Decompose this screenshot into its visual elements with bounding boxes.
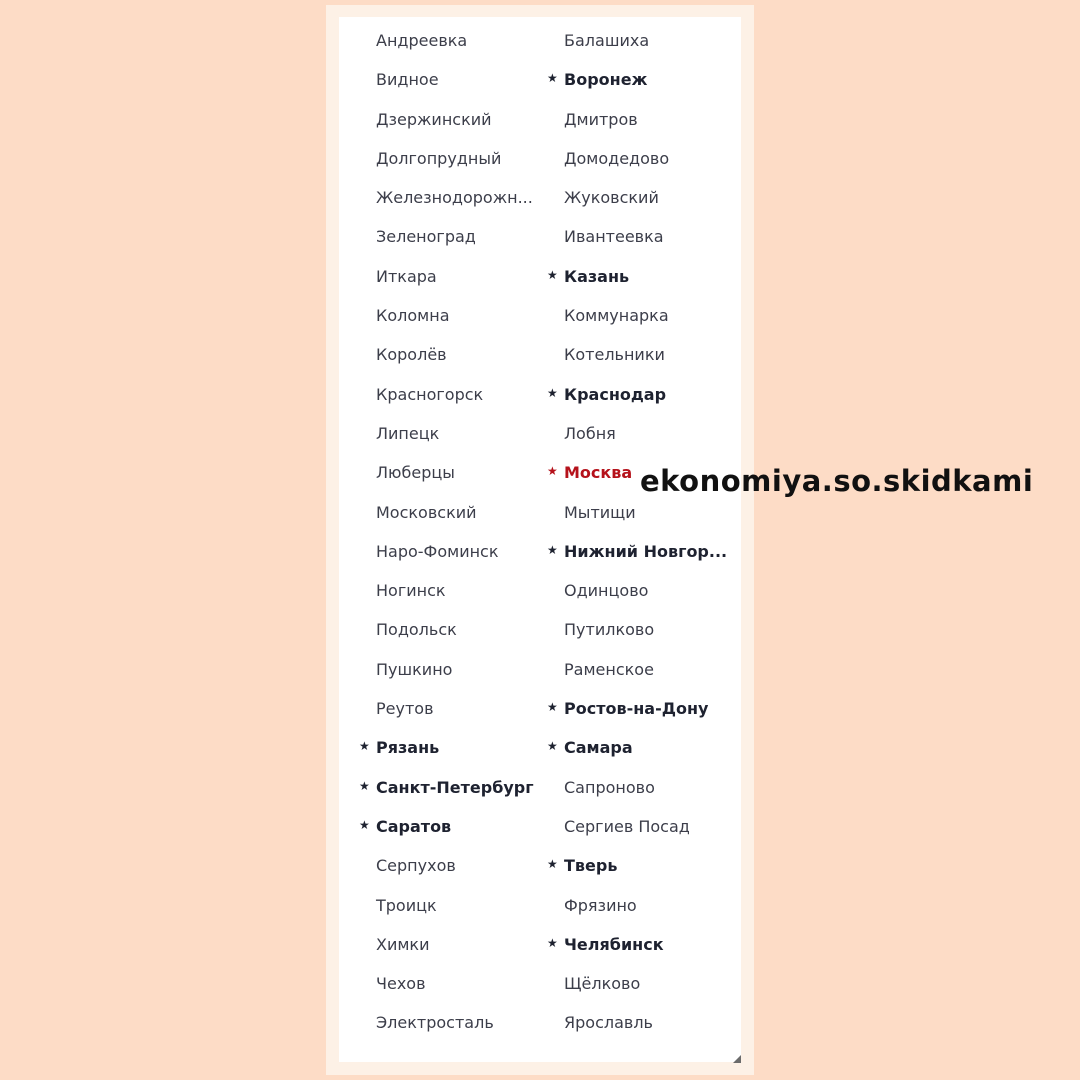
city-item-челябинск[interactable] bbox=[547, 925, 734, 964]
city-name: Иткара bbox=[376, 266, 437, 286]
city-name: Сапроново bbox=[564, 777, 655, 797]
city-item-видное[interactable] bbox=[376, 60, 536, 99]
city-name: Раменское bbox=[564, 659, 654, 679]
star-icon: ★ bbox=[547, 71, 558, 86]
city-name: Наро-Фоминск bbox=[376, 541, 499, 561]
city-name: Пушкино bbox=[376, 659, 453, 679]
star-icon: ★ bbox=[547, 700, 558, 715]
city-item-домодедово[interactable] bbox=[564, 139, 734, 178]
city-name: Андреевка bbox=[376, 31, 468, 50]
city-item-чехов[interactable] bbox=[376, 964, 536, 1003]
city-item-нижний-новгор[interactable] bbox=[547, 532, 734, 571]
city-name: Ростов-на-Дону bbox=[564, 699, 709, 719]
city-item-химки[interactable] bbox=[376, 925, 536, 964]
city-name: Домодедово bbox=[564, 148, 670, 168]
city-name: Сергиев Посад bbox=[564, 816, 690, 836]
city-name: Дзержинский bbox=[376, 109, 492, 129]
city-item-рязань[interactable] bbox=[359, 728, 536, 767]
city-item-путилково[interactable] bbox=[564, 610, 734, 649]
city-item-железнодорожн[interactable] bbox=[376, 178, 536, 217]
city-name: Электросталь bbox=[376, 1013, 494, 1033]
city-item-жуковский[interactable] bbox=[564, 178, 734, 217]
city-name: Путилково bbox=[564, 620, 655, 640]
city-item-иткара[interactable] bbox=[376, 257, 536, 296]
city-name: Ногинск bbox=[376, 581, 446, 601]
city-name: Челябинск bbox=[564, 934, 664, 954]
city-name: Воронеж bbox=[564, 70, 648, 90]
star-icon: ★ bbox=[359, 778, 370, 793]
city-item-московский[interactable] bbox=[376, 493, 536, 532]
city-column-left bbox=[359, 21, 536, 1043]
city-item-сергиев-посад[interactable] bbox=[564, 807, 734, 846]
city-name: Саратов bbox=[376, 816, 452, 836]
star-icon: ★ bbox=[547, 857, 558, 872]
city-item-коломна[interactable] bbox=[376, 296, 536, 335]
city-name: Рязань bbox=[376, 738, 440, 758]
city-item-зеленоград[interactable] bbox=[376, 217, 536, 256]
city-item-красногорск[interactable] bbox=[376, 375, 536, 414]
watermark: ekonomiya.so.skidkami bbox=[640, 464, 1034, 498]
city-item-дзержинский[interactable] bbox=[376, 100, 536, 139]
city-name: Тверь bbox=[564, 856, 618, 876]
city-item-ивантеевка[interactable] bbox=[564, 217, 734, 256]
star-icon: ★ bbox=[547, 935, 558, 950]
city-item-электросталь[interactable] bbox=[376, 1003, 536, 1042]
city-item-щёлково[interactable] bbox=[564, 964, 734, 1003]
city-item-раменское[interactable] bbox=[564, 650, 734, 689]
city-name: Дмитров bbox=[564, 109, 638, 129]
city-item-саратов[interactable] bbox=[359, 807, 536, 846]
city-name: Троицк bbox=[376, 895, 437, 915]
city-item-пушкино[interactable] bbox=[376, 650, 536, 689]
city-name: Красногорск bbox=[376, 384, 484, 404]
resize-corner-icon bbox=[733, 1055, 741, 1063]
city-name: Реутов bbox=[376, 699, 434, 719]
city-name: Железнодорожн... bbox=[376, 188, 533, 208]
city-item-троицк[interactable] bbox=[376, 886, 536, 925]
city-name: Ярославль bbox=[564, 1013, 653, 1033]
city-name: Долгопрудный bbox=[376, 148, 502, 168]
city-item-ростов-на-дону[interactable] bbox=[547, 689, 734, 728]
city-item-королёв[interactable] bbox=[376, 335, 536, 374]
star-icon: ★ bbox=[547, 385, 558, 400]
city-name: Люберцы bbox=[376, 463, 455, 483]
city-item-люберцы[interactable] bbox=[376, 453, 536, 492]
city-item-сапроново[interactable] bbox=[564, 768, 734, 807]
city-name: Котельники bbox=[564, 345, 665, 365]
city-item-долгопрудный[interactable] bbox=[376, 139, 536, 178]
city-item-реутов[interactable] bbox=[376, 689, 536, 728]
city-name: Москва bbox=[564, 463, 633, 483]
star-icon: ★ bbox=[547, 464, 558, 479]
city-item-самара[interactable] bbox=[547, 728, 734, 767]
city-item-подольск[interactable] bbox=[376, 610, 536, 649]
city-item-андреевка[interactable] bbox=[376, 21, 536, 60]
city-name: Видное bbox=[376, 70, 439, 90]
city-item-балашиха[interactable] bbox=[564, 21, 734, 60]
city-name: Химки bbox=[376, 934, 430, 954]
city-name: Краснодар bbox=[564, 384, 667, 404]
city-item-казань[interactable] bbox=[547, 257, 734, 296]
city-item-краснодар[interactable] bbox=[547, 375, 734, 414]
star-icon: ★ bbox=[359, 739, 370, 754]
star-icon: ★ bbox=[547, 739, 558, 754]
city-name: Чехов bbox=[376, 974, 426, 994]
city-name: Балашиха bbox=[564, 31, 650, 50]
city-item-ногинск[interactable] bbox=[376, 571, 536, 610]
city-item-наро-фоминск[interactable] bbox=[376, 532, 536, 571]
city-item-фрязино[interactable] bbox=[564, 886, 734, 925]
city-item-дмитров[interactable] bbox=[564, 100, 734, 139]
star-icon: ★ bbox=[359, 817, 370, 832]
city-name: Серпухов bbox=[376, 856, 456, 876]
city-name: Ивантеевка bbox=[564, 227, 664, 247]
city-name: Коммунарка bbox=[564, 306, 669, 326]
city-column-right bbox=[547, 21, 734, 1043]
city-item-серпухов[interactable] bbox=[376, 846, 536, 885]
city-item-коммунарка[interactable] bbox=[564, 296, 734, 335]
city-item-воронеж[interactable] bbox=[547, 60, 734, 99]
city-name: Жуковский bbox=[564, 188, 659, 208]
city-item-липецк[interactable] bbox=[376, 414, 536, 453]
city-item-одинцово[interactable] bbox=[564, 571, 734, 610]
city-name: Лобня bbox=[564, 423, 616, 443]
city-name: Самара bbox=[564, 738, 633, 758]
city-item-лобня[interactable] bbox=[564, 414, 734, 453]
city-name: Коломна bbox=[376, 306, 450, 326]
city-name: Щёлково bbox=[564, 974, 641, 994]
city-item-тверь[interactable] bbox=[547, 846, 734, 885]
star-icon: ★ bbox=[547, 542, 558, 557]
city-name: Зеленоград bbox=[376, 227, 476, 247]
city-name: Мытищи bbox=[564, 502, 636, 522]
city-item-ярославль[interactable] bbox=[564, 1003, 734, 1042]
city-name: Подольск bbox=[376, 620, 457, 640]
city-item-санкт-петербург[interactable] bbox=[359, 768, 536, 807]
city-name: Королёв bbox=[376, 345, 447, 365]
city-name: Санкт-Петербург bbox=[376, 777, 534, 797]
city-name: Одинцово bbox=[564, 581, 649, 601]
city-item-котельники[interactable] bbox=[564, 335, 734, 374]
city-name: Казань bbox=[564, 266, 630, 286]
star-icon: ★ bbox=[547, 267, 558, 282]
city-name: Липецк bbox=[376, 423, 440, 443]
city-name: Нижний Новгор... bbox=[564, 541, 728, 561]
city-name: Московский bbox=[376, 502, 477, 522]
city-name: Фрязино bbox=[564, 895, 637, 915]
